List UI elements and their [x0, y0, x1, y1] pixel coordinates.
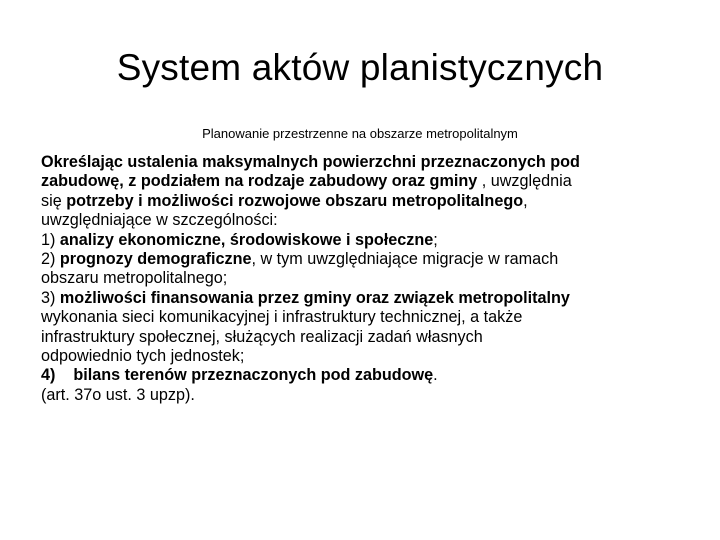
- body-line: uwzględniające w szczególności:: [41, 211, 278, 230]
- body-text-span: .: [433, 366, 438, 385]
- body-bold-text: zabudowę, z podziałem na rodzaje zabudowy oraz gminy: [41, 172, 478, 191]
- body-bold-text: potrzeby i możliwości rozwojowe obszaru metropolitalnego: [66, 191, 524, 210]
- body-bold-text: prognozy demograficzne: [59, 250, 252, 269]
- list-item-3: [41, 289, 686, 308]
- body-bold-text: analizy ekonomiczne, środowiskowe i społeczne: [59, 230, 434, 249]
- list-item-2: [41, 250, 686, 269]
- body-line: [41, 192, 686, 211]
- list-item-1: [41, 231, 686, 250]
- body-text: [41, 153, 686, 405]
- body-bold-text: 4) bilans terenów przeznaczonych pod zabudowę: [41, 366, 434, 385]
- body-line: wykonania sieci komunikacyjnej i infrastruktury technicznej, a także: [41, 308, 523, 327]
- body-line: obszaru metropolitalnego;: [41, 269, 228, 288]
- body-line: odpowiednio tych jednostek;: [41, 347, 245, 366]
- body-line: [41, 172, 686, 191]
- body-line: Określając ustalenia maksymalnych powierzchni przeznaczonych pod: [41, 153, 580, 171]
- body-text-span: ;: [433, 230, 438, 249]
- body-text-span: ,: [523, 191, 528, 210]
- slide-title: System aktów planistycznych: [116, 47, 604, 88]
- slide-subtitle: Planowanie przestrzenne na obszarze metropolitalnym: [202, 126, 518, 141]
- list-number: 2): [41, 250, 60, 269]
- body-text-span: się: [41, 191, 67, 210]
- legal-reference: (art. 37o ust. 3 upzp).: [41, 385, 195, 404]
- body-text-span: , uwzględnia: [477, 172, 572, 191]
- body-line: infrastruktury społecznej, służących realizacji zadań własnych: [41, 327, 483, 346]
- list-item-4: [41, 366, 686, 385]
- body-bold-text: możliwości finansowania przez gminy oraz związek metropolitalny: [59, 288, 570, 307]
- body-text-span: , w tym uwzględniające migracje w ramach: [251, 250, 559, 269]
- list-number: 3): [41, 288, 60, 307]
- list-number: 1): [41, 230, 60, 249]
